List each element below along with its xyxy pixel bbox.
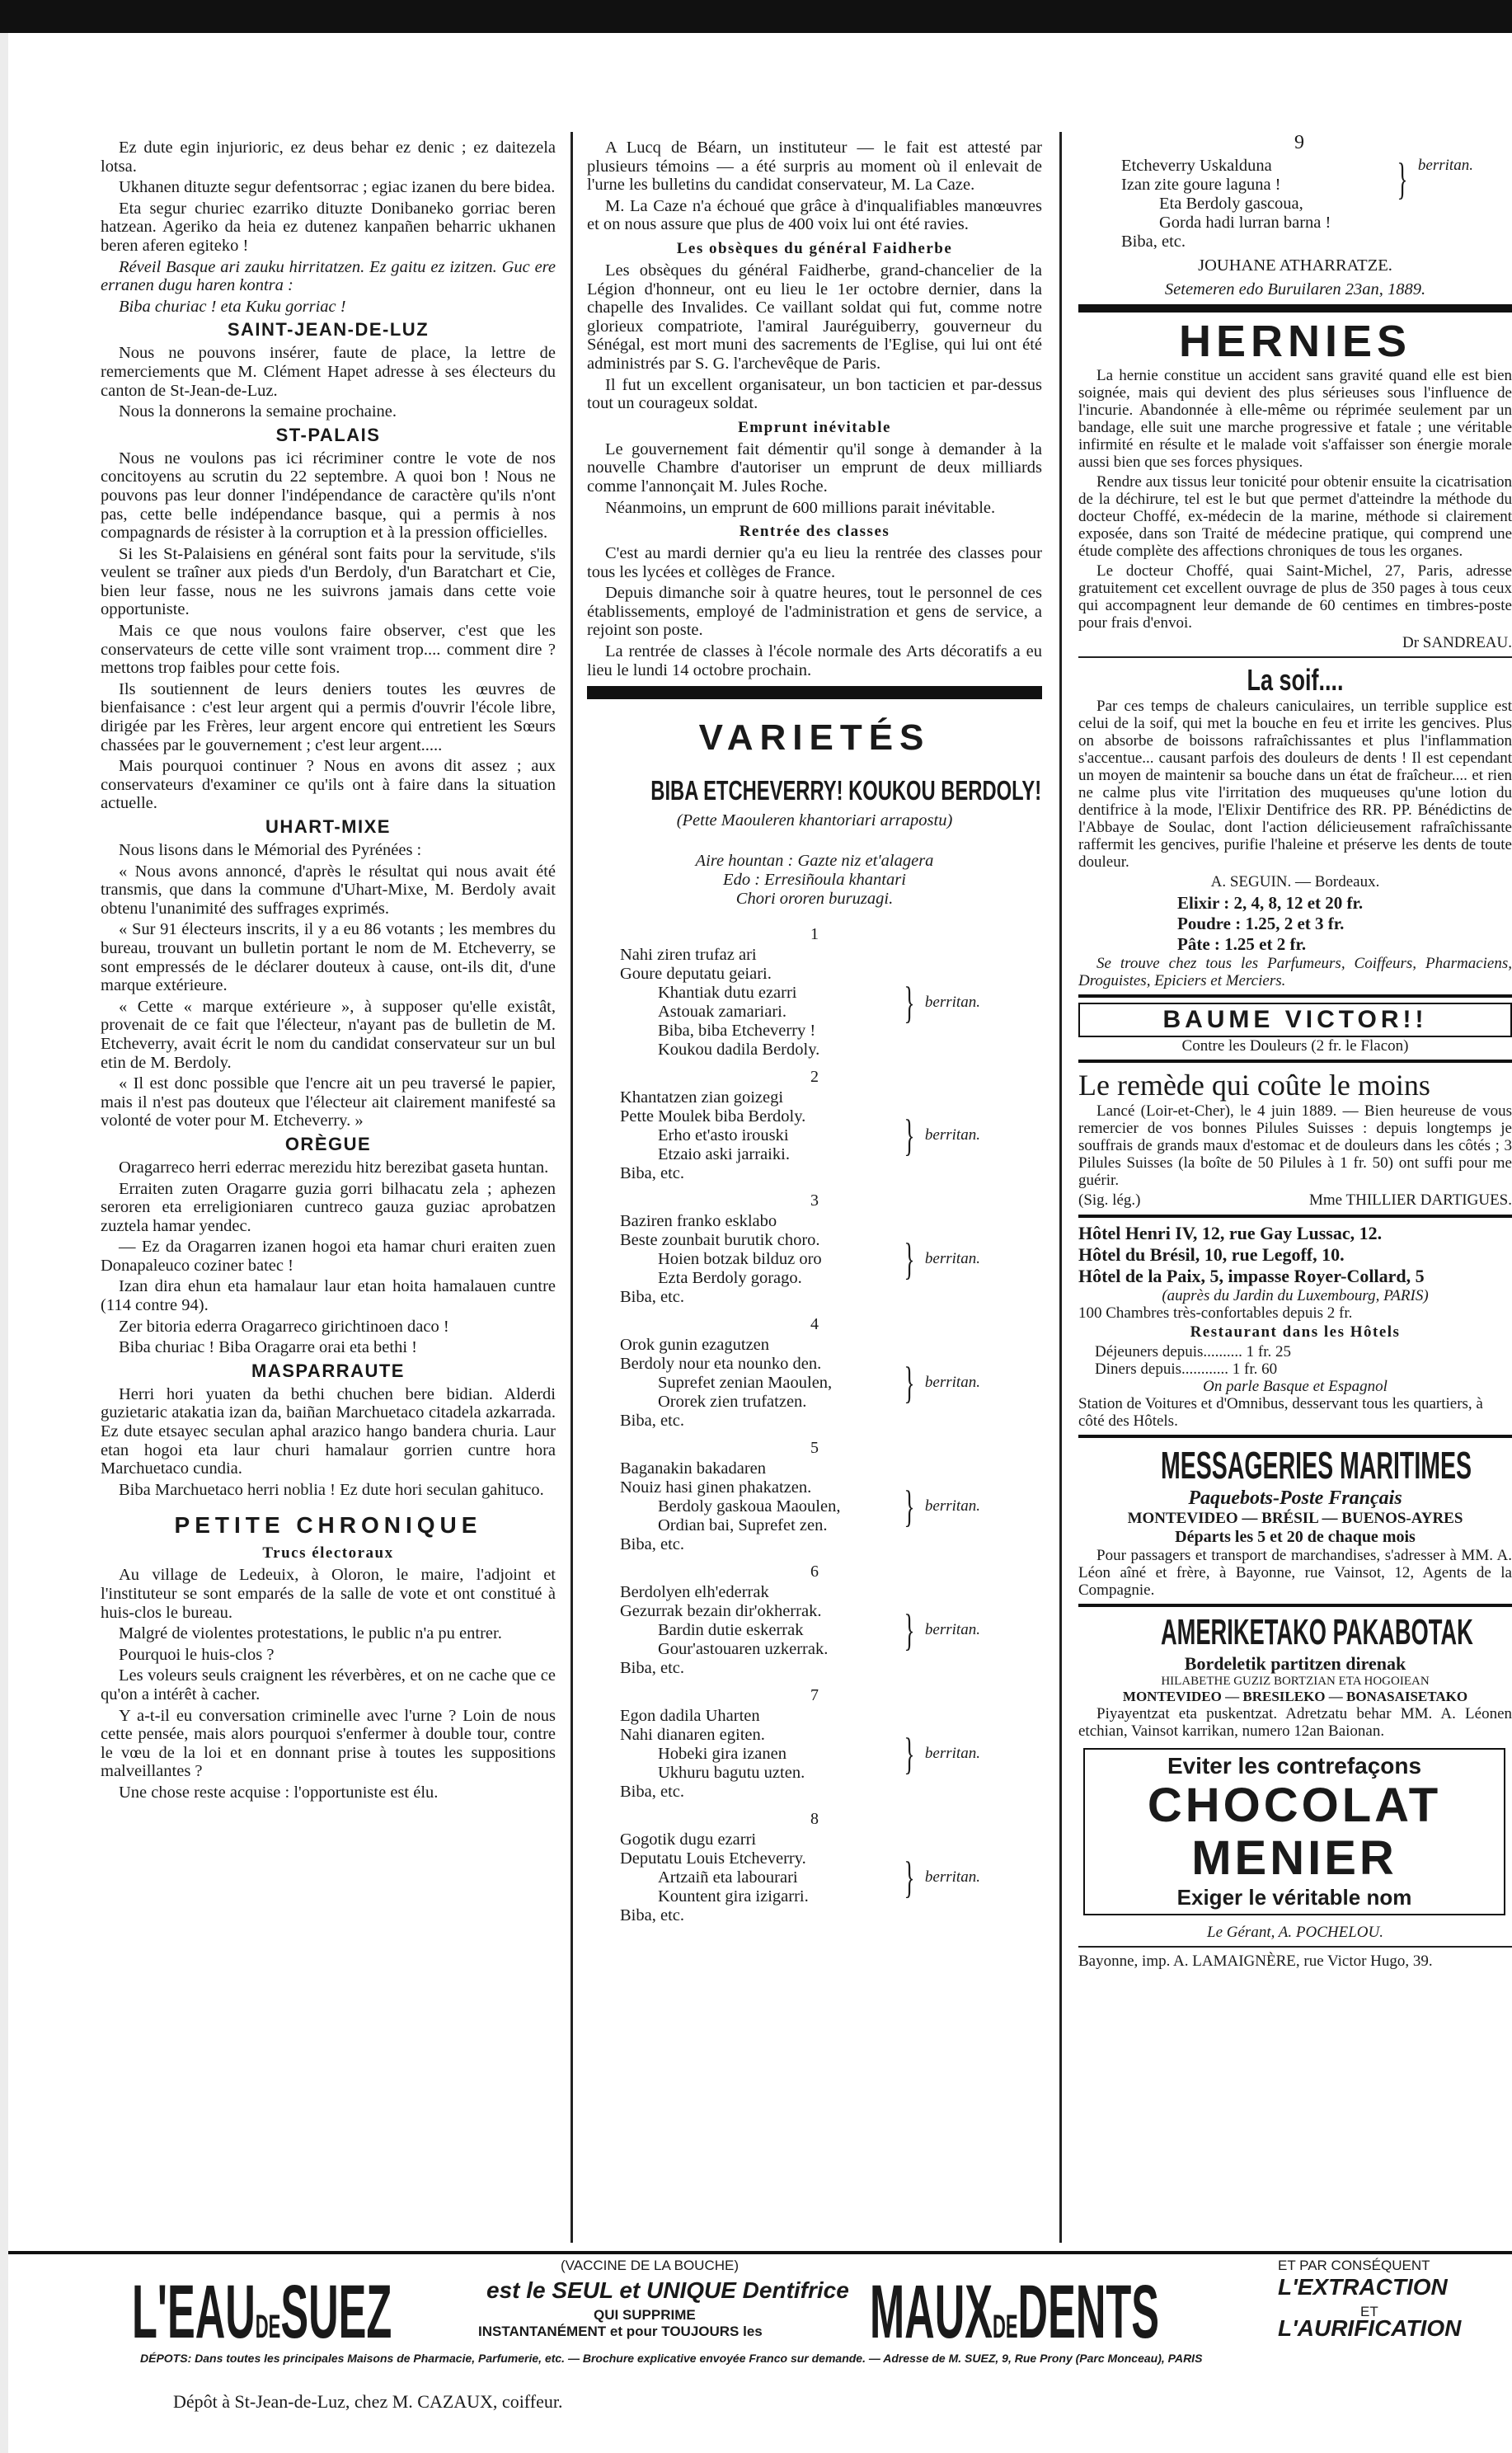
paragraph: La rentrée de classes à l'école normale des Arts décoratifs a eu lieu le lundi 14 octobre prochain. — [587, 642, 1042, 679]
verse-line: Khantiak dutu ezarri — [658, 983, 797, 1002]
verse-line: Etcheverry Uskalduna — [1121, 157, 1272, 175]
brace-icon: } — [904, 1853, 915, 1903]
paragraph: « Cette « marque extérieure », à supposer qu'elle existât, provenait de ce fait que l'électeur, n'ayant pas de bulletin de M. Etcheverry, avait écrit le nom du candidat conservateur sur un bul etin de M. Berdoly. — [101, 997, 556, 1072]
verse-line: Berdoly nour eta nounko den. — [620, 1354, 822, 1373]
poem-stanzas — [587, 925, 1042, 1925]
verse-line: Biba, etc. — [620, 1163, 684, 1182]
paragraph: Réveil Basque ari zauku hirritatzen. Ez gaitu ez izitzen. Guc ere erranen dugu haren kontra : — [101, 257, 556, 295]
chocolat-word: CHOCOLAT — [1147, 1779, 1442, 1832]
verse-line: Orok gunin ezagutzen — [620, 1335, 770, 1354]
verse-line: Bardin dutie eskerrak — [658, 1620, 804, 1639]
paragraph: Il fut un excellent organisateur, un bon tacticien et par-dessus tout un courageux soldat. — [587, 375, 1042, 413]
banner-vaccine: (VACCINE DE LA BOUCHE) — [561, 2258, 740, 2273]
stanza-body — [620, 1459, 1007, 1554]
stanza-body — [620, 1707, 1007, 1802]
verse-line: Nahi ziren trufaz ari — [620, 945, 757, 964]
banner-dents: DENTS — [1017, 2270, 1160, 2354]
verse-line: Gour'astouaren uzkerrak. — [658, 1639, 829, 1658]
paragraph: Malgré de violentes protestations, le public n'a pu entrer. — [119, 1624, 502, 1643]
ad-address: A. SEGUIN. — Bordeaux. — [1210, 873, 1380, 891]
banner-qui: QUI SUPPRIME — [594, 2307, 696, 2323]
verse-line: Beste zounbait burutik choro. — [620, 1230, 820, 1249]
hotel-languages: On parle Basque et Espagnol — [1203, 1378, 1388, 1395]
paragraph: Une chose reste acquise : l'opportuniste est élu. — [119, 1783, 439, 1802]
verse-line: Biba, etc. — [1121, 233, 1186, 251]
ad-paragraph: La hernie constitue un accident sans gravité quand elle est bien soignée, mais qui devient des plus sérieuses sous l'influence de l'incurie. Abandonnée à elle-même ou réprimée seulement par un bandage, elle suit une marche progressive et fatale ; une véritable infirmité en résulte et le malade voit s'affaisser son énergie morale aussi bien que ses forces physiques. — [1078, 367, 1512, 471]
refrain-label: berritan. — [1417, 157, 1473, 174]
verse-line: Ororek zien trufatzen. — [658, 1392, 807, 1411]
ad-paragraph: Piyayentzat eta puskentzat. Adretzatu behar MM. A. Léonen etchian, Vainsot karrikan, numero 12an Baionan. — [1078, 1705, 1512, 1740]
banner-de: DE — [255, 2309, 281, 2345]
section-heading: Emprunt inévitable — [738, 418, 891, 436]
soif-title: La soif.... — [1247, 663, 1344, 697]
verse-line: Biba, biba Etcheverry ! — [658, 1021, 816, 1040]
stanza-body — [620, 1583, 1007, 1678]
stanza-number: 6 — [810, 1562, 819, 1581]
divider — [1078, 1604, 1512, 1607]
verse-line: Koukou dadila Berdoly. — [658, 1040, 820, 1059]
section-heading: UHART-MIXE — [265, 816, 391, 837]
verse-line: Biba, etc. — [620, 1287, 684, 1306]
poem-stanza — [587, 1315, 1042, 1431]
column-1 — [101, 139, 556, 1805]
paragraph: Nous ne pouvons insérer, faute de place, la lettre de remerciements que M. Clément Hapet adresse à ses électeurs du canton de St-Jean-de-Luz. — [101, 344, 556, 400]
stanza-body — [620, 946, 1007, 1060]
stanza-lines — [620, 1336, 892, 1431]
refrain-mark — [892, 946, 980, 1060]
stanza-body — [620, 1088, 1007, 1183]
refrain-label: berritan. — [924, 1126, 980, 1144]
chocolat-top: Eviter les contrefaçons — [1167, 1753, 1422, 1779]
brace-icon: } — [904, 1605, 915, 1656]
baume-title: BAUME VICTOR!! — [1078, 1003, 1512, 1037]
imprint: Bayonne, imp. A. LAMAIGNÈRE, rue Victor Hugo, 39. — [1078, 1953, 1433, 1970]
refrain-mark — [892, 1212, 980, 1307]
stanza-number: 5 — [810, 1438, 819, 1457]
hotel-location: (auprès du Jardin du Luxembourg, PARIS) — [1162, 1287, 1429, 1304]
section-heading: ST-PALAIS — [275, 424, 381, 445]
verse-line: Suprefet zenian Maoulen, — [658, 1373, 833, 1392]
verse-line: Izan zite goure laguna ! — [1121, 176, 1281, 194]
verse-line: Ordian bai, Suprefet zen. — [658, 1516, 828, 1534]
paragraph: « Sur 91 électeurs inscrits, il y a eu 86 votants ; les membres du bureau, trouvant un bulletin portant le nom de M. Etcheverry, se sont empressés de le déclarer douteux à cause, ont-ils dit, d'une marque extérieure. — [101, 920, 556, 995]
amerika-sub: Bordeletik partitzen direnak — [1184, 1653, 1406, 1674]
price-line: Pâte : 1.25 et 2 fr. — [1177, 934, 1307, 954]
verse-line: Astouak zamariari. — [658, 1002, 787, 1021]
paragraph: Mais ce que nous voulons faire observer, c'est que les conservateurs de cette ville sont vraiment trop.... comment dire ? mettons trop faibles pour cette fois. — [101, 622, 556, 678]
poem-date: Setemeren edo Buruilaren 23an, 1889. — [1164, 280, 1426, 298]
poem-air — [587, 852, 1042, 909]
brace-icon: } — [904, 1482, 915, 1532]
air-line: Edo : Erresiñoula khantari — [723, 870, 906, 889]
depot-line: Dépôt à St-Jean-de-Luz, chez M. CAZAUX, coiffeur. — [173, 2391, 563, 2412]
stanza-body — [620, 1830, 1007, 1925]
chocolat-bottom: Exiger le véritable nom — [1176, 1885, 1412, 1910]
gerant: Le Gérant, A. POCHELOU. — [1207, 1924, 1383, 1941]
poem-stanza — [587, 1810, 1042, 1925]
verse-line: Etzaio aski jarraiki. — [658, 1144, 790, 1163]
paragraph: Herri hori yuaten da bethi chuchen bere bidian. Alderdi guzietaric atakatia izan da, baiñan Marchuetaco citadela azkarrada. Ez dute etsayec seculan aphal arazico hango bandera churia. Laur etan hogoi eta laur churi hamalaur gorrien cuntre hora Marchuetaco cundia. — [101, 1384, 556, 1478]
section-heading: Les obsèques du général Faidherbe — [676, 239, 953, 257]
verse-line: Erho et'asto irouski — [658, 1125, 789, 1144]
divider — [1078, 994, 1512, 998]
brace-icon: } — [904, 1729, 915, 1779]
divider — [1078, 1060, 1512, 1063]
separator-bar — [587, 686, 1042, 699]
paragraph: Biba churiac ! Biba Oragarre orai eta bethi ! — [119, 1338, 417, 1357]
price-line: Elixir : 2, 4, 8, 12 et 20 fr. — [1177, 893, 1364, 913]
eau-de-suez-banner — [99, 2259, 1512, 2383]
banner-eau-text: L'EAU — [132, 2270, 256, 2354]
brace-icon: } — [904, 1111, 915, 1161]
brace-icon: } — [904, 1234, 915, 1285]
stanza-body — [620, 1212, 1007, 1307]
chocolat-ad — [1083, 1748, 1505, 1915]
stanza-lines — [620, 1707, 892, 1802]
paragraph: Nous ne voulons pas ici récriminer contre le vote de nos concitoyens au scrutin du 22 septembre. A quoi bon ! Nous ne pouvons pas leur donner l'indépendance de caractère qu'ils n'ont pas, cette belle indépendance basque, qui a permis à nos compagnards de résister à la corruption et à la pression officielles. — [101, 449, 556, 543]
poem-stanza — [587, 1562, 1042, 1678]
paragraph: Biba Marchuetaco herri noblia ! Ez dute hori seculan gahituco. — [119, 1480, 544, 1499]
messageries-routes: MONTEVIDEO — BRÉSIL — BUENOS-AYRES — [1127, 1510, 1463, 1527]
refrain-mark — [892, 1830, 980, 1925]
poem-stanza — [587, 925, 1042, 1060]
page-edge — [0, 33, 8, 2453]
ad-signature: Dr SANDREAU. — [1402, 634, 1512, 651]
price-line: Poudre : 1.25, 2 et 3 fr. — [1177, 914, 1345, 933]
remede-title: Le remède qui coûte le moins — [1078, 1069, 1430, 1102]
refrain-label: berritan. — [924, 1250, 980, 1268]
verse-line: Berdolyen elh'ederrak — [620, 1582, 769, 1601]
verse-line: Deputatu Louis Etcheverry. — [620, 1849, 806, 1868]
refrain-mark — [892, 1707, 980, 1802]
refrain-label: berritan. — [924, 1621, 980, 1639]
stanza-lines — [1121, 157, 1385, 251]
hotel-line: Hôtel du Brésil, 10, rue Legoff, 10. — [1078, 1244, 1345, 1265]
paragraph: Depuis dimanche soir à quatre heures, tout le personnel de ces établissements, employé de l'administration et gens de service, a rejoint son poste. — [587, 584, 1042, 640]
sig-left: (Sig. lég.) — [1078, 1191, 1141, 1209]
ad-paragraph: Pour passagers et transport de marchandises, s'adresser à MM. A. Léon aîné et frère, à Bayonne, rue Vainsot, 12, Agents de la Compagnie. — [1078, 1547, 1512, 1599]
stanza-lines — [620, 946, 892, 1060]
verse-line: Biba, etc. — [620, 1782, 684, 1801]
column-2 — [587, 139, 1042, 1929]
amerika-line: HILABETHE GUZIZ BORTZIAN ETA HOGOIEAN — [1161, 1675, 1430, 1688]
ad-paragraph: Lancé (Loir-et-Cher), le 4 juin 1889. — Bien heureuse de vous remercier de vos bonnes Pilules Suisses : depuis longtemps je souffrais de grands maux d'estomac et de douleurs dans les côtés ; 3 Pilules Suisses (la boîte de 50 Pilules à 1 fr. 50) ont suffi pour me guérir. — [1078, 1102, 1512, 1189]
paragraph: Ils soutiennent de leurs deniers toutes les œuvres de bienfaisance : c'est leur argent qui a permis d'ouvrir l'école libre, dirigée par les Frères, leur argent encore qui entretient les Sœurs chassées par le gouvernement ; c'est leur argent..... — [101, 679, 556, 754]
refrain-mark — [1385, 154, 1473, 251]
hotel-station: Station de Voitures et d'Omnibus, desservant tous les quartiers, à côté des Hôtels. — [1078, 1395, 1483, 1430]
refrain-label: berritan. — [924, 1868, 980, 1887]
ad-paragraph: Rendre aux tissus leur tonicité pour obtenir ensuite la cicatrisation de la déchirure, tel est le but que permet d'atteindre la méthode du docteur Choffé, ex-médecin de la marine, méthode si clairement exposée, dans son Traité de médecine pratique, qui comprend une étude complète des affections chroniques de tous les organes. — [1078, 473, 1512, 560]
air-line: Chori ororen buruzagi. — [735, 889, 894, 908]
verse-line: Gorda hadi lurran barna ! — [1159, 214, 1331, 232]
divider — [1078, 1215, 1512, 1218]
stanza-lines — [620, 1212, 892, 1307]
hotel-line: Hôtel Henri IV, 12, rue Gay Lussac, 12. — [1078, 1223, 1383, 1243]
paragraph: M. La Caze n'a échoué que grâce à d'inqualifiables manœuvres et on nous assure que plus de 400 voix lui ont été ravies. — [587, 196, 1042, 234]
refrain-label: berritan. — [924, 1497, 980, 1516]
banner-depots: DÉPOTS: Dans toutes les principales Maisons de Pharmacie, Parfumerie, etc. — Brochure explicative envoyée Franco sur demande. — Adresse de M. SUEZ, 9, Rue Prony (Parc Monceau), PARIS — [140, 2352, 1203, 2365]
verse-line: Biba, etc. — [620, 1658, 684, 1677]
section-heading: SAINT-JEAN-DE-LUZ — [227, 319, 430, 341]
paragraph: « Nous avons annoncé, d'après le résultat qui nous avait été transmis, que dans la commune d'Uhart-Mixe, M. Berdoly avait obtenu l'unanimité des suffrages exprimés. — [101, 862, 556, 918]
verse-line: Khantatzen zian goizegi — [620, 1088, 784, 1107]
verse-line: Pette Moulek biba Berdoly. — [620, 1107, 806, 1125]
stanza-body — [620, 1336, 1007, 1431]
amerika-title: AMERIKETAKO PAKABOTAK — [1160, 1612, 1473, 1652]
chronique-subheading: Trucs électoraux — [262, 1544, 394, 1562]
paragraph: Izan dira ehun eta hamalaur laur etan hoita hamalauen cuntre (114 contre 94). — [101, 1277, 556, 1315]
poem-stanza — [587, 1686, 1042, 1802]
paragraph: Y a-t-il eu conversation criminelle avec l'urne ? Loin de nous cette pensée, mais alors pourquoi s'enfermer à double tour, contre le vœu de la loi et en donnant prise à toutes les suppositions malveillantes ? — [101, 1706, 556, 1781]
poem-headline: BIBA ETCHEVERRY! KOUKOU BERDOLY! — [650, 775, 1042, 806]
column-divider-1 — [571, 132, 573, 2243]
banner-maux-text: MAUX — [870, 2270, 993, 2354]
banner-aurification: L'AURIFICATION — [1278, 2315, 1462, 2341]
poem-stanza — [587, 1068, 1042, 1183]
verse-line: Gezurrak bezain dir'okherrak. — [620, 1601, 822, 1620]
amerika-routes: MONTEVIDEO — BRESILEKO — BONASAISETAKO — [1122, 1689, 1468, 1704]
verse-line: Nahi dianaren egiten. — [620, 1725, 765, 1744]
messageries-sub: Paquebots-Poste Français — [1188, 1487, 1402, 1509]
paragraph: — Ez da Oragarren izanen hogoi eta hamar churi eraiten zuen Donapaleuco coziner batec ! — [101, 1238, 556, 1275]
verse-line: Baziren franko esklabo — [620, 1211, 777, 1230]
refrain-mark — [892, 1583, 980, 1678]
hotel-line: Hôtel de la Paix, 5, impasse Royer-Collard, 5 — [1078, 1266, 1425, 1286]
chocolat-brand: MENIER — [1191, 1831, 1397, 1885]
verse-line: Ukhuru bagutu uzten. — [658, 1763, 805, 1782]
remede-signature — [1078, 1191, 1512, 1210]
banner-est: est le SEUL et UNIQUE Dentifrice — [486, 2277, 849, 2303]
refrain-mark — [892, 1336, 980, 1431]
bottom-rule — [8, 2251, 1512, 2254]
stanza-lines — [620, 1088, 892, 1183]
paragraph: Ez dute egin injurioric, ez deus behar ez denic ; ez daitezela lotsa. — [101, 139, 556, 176]
hotel-restaurant: Restaurant dans les Hôtels — [1190, 1323, 1401, 1341]
verse-line: Berdoly gaskoua Maoulen, — [658, 1497, 841, 1516]
paragraph: Eta segur churiec ezarriko dituzte Donibaneko gorriac beren hatzean. Ageriko da heia ez dutenez kanpañen beharric ukhanen beren aferen egiteko ! — [101, 199, 556, 255]
verse-line: Artzaiñ eta labourari — [658, 1868, 798, 1887]
verse-line: Goure deputatu geiari. — [620, 964, 772, 983]
paragraph: Au village de Ledeuix, à Oloron, le maire, l'adjoint et l'instituteur se sont emparés de la salle de vote et ont constitué à huis-clos le bureau. — [101, 1566, 556, 1622]
stanza-number: 4 — [810, 1314, 819, 1333]
sig-right: Mme THILLIER DARTIGUES. — [1308, 1191, 1512, 1209]
poem-stanza — [587, 1439, 1042, 1554]
stanza-number: 3 — [810, 1191, 819, 1210]
verse-line: Gogotik dugu ezarri — [620, 1830, 757, 1849]
ad-tagline: Se trouve chez tous les Parfumeurs, Coiffeurs, Pharmaciens, Droguistes, Epiciers et Merciers. — [1078, 955, 1512, 989]
verse-line: Biba, etc. — [620, 1534, 684, 1553]
stanza-number: 1 — [810, 924, 819, 943]
poem-final-stanza — [1121, 154, 1492, 251]
hernies-title: HERNIES — [1078, 304, 1512, 367]
refrain-mark — [892, 1459, 980, 1554]
chronique-heading: PETITE CHRONIQUE — [174, 1512, 482, 1539]
refrain-label: berritan. — [924, 1745, 980, 1763]
brace-icon: } — [904, 1358, 915, 1408]
ad-paragraph: Par ces temps de chaleurs caniculaires, un terrible supplice est celui de la soif, qui met la bouche en feu et irrite les gencives. Plus on absorbe de boissons rafraîchissantes et plus l'inflammation s'accentue... causant parfois des douleurs de dents ! Il est cependant un moyen de maintenir sa bouche dans un état de fraîcheur.... et rien ne calme plus vite l'irritation des muqueuses qu'une lotion du dentifrice à la mode, l'Elixir Dentifrice des RR. PP. Bénédictins de l'Abbaye de Soulac, dont l'action délicieusement rafraîchissante raffermit les gencives, purifie l'haleine et préserve les dents de toute douleur. — [1078, 698, 1512, 871]
paragraph: C'est au mardi dernier qu'a eu lieu la rentrée des classes pour tous les lycées et collèges de France. — [587, 544, 1042, 581]
paragraph: « Il est donc possible que l'encre ait un peu traversé le papier, mais il n'est pas douteux que l'électeur ait clairement manifesté sa volonté de voter pour M. Etcheverry. » — [101, 1074, 556, 1130]
section-heading: MASPARRAUTE — [251, 1360, 405, 1381]
paragraph: Si les St-Palaisiens en général sont faits pour la servitude, s'ils veulent se traîner aux pieds d'un Berdoly, d'un Baratchart et Cie, bien leur fasse, nous ne les suivrons jamais dans cette voie opportuniste. — [101, 544, 556, 619]
divider — [1078, 1435, 1512, 1438]
verse-line: Egon dadila Uharten — [620, 1706, 760, 1725]
stanza-number: 2 — [810, 1067, 819, 1086]
hotel-price: Diners depuis............ 1 fr. 60 — [1095, 1360, 1278, 1378]
verse-line: Ezta Berdoly gorago. — [658, 1268, 802, 1287]
verse-line: Kountent gira izigarri. — [658, 1887, 809, 1906]
paragraph: A Lucq de Béarn, un instituteur — le fait est attesté par plusieurs témoins — a été surpris au moment où il enlevait de l'urne les bulletins du candidat conservateur, M. La Caze. — [587, 139, 1042, 195]
paragraph: Néanmoins, un emprunt de 600 millions parait inévitable. — [605, 498, 996, 517]
paragraph: Erraiten zuten Oragarre guzia gorri bilhacatu zela ; aphezen seroren eta erreligioniaren cuntreco gauza guziac aprobatzen zuztela hamar yendec. — [101, 1179, 556, 1235]
poem-subtitle: (Pette Maouleren khantoriari arrapostu) — [676, 811, 953, 830]
verse-line: Hobeki gira izanen — [658, 1744, 787, 1763]
brace-icon: } — [904, 977, 915, 1027]
stanza-lines — [620, 1583, 892, 1678]
stanza-lines — [620, 1459, 892, 1554]
refrain-label: berritan. — [924, 993, 980, 1011]
stanza-number: 7 — [810, 1685, 819, 1704]
page-number: 9 — [1294, 132, 1304, 153]
paragraph: Mais pourquoi continuer ? Nous en avons dit assez ; aux conservateurs d'examiner ce qu'ils ont à faire dans la situation actuelle. — [101, 757, 556, 813]
verse-line: Biba, etc. — [620, 1411, 684, 1430]
section-heading: Rentrée des classes — [739, 523, 890, 541]
banner-extraction: L'EXTRACTION — [1278, 2274, 1448, 2300]
refrain-label: berritan. — [924, 1374, 980, 1392]
verse-line: Baganakin bakadaren — [620, 1459, 767, 1478]
air-line: Aire hountan : Gazte niz et'alagera — [695, 851, 934, 870]
ad-paragraph: Le docteur Choffé, quai Saint-Michel, 27, Paris, adresse gratuitement cet excellent ouvrage de plus de 350 pages à tous ceux qui accompagnent leur demande de 60 centimes en timbres-poste pour frais d'envoi. — [1078, 562, 1512, 632]
divider — [1078, 656, 1512, 658]
paragraph: Nous lisons dans le Mémorial des Pyrénées : — [119, 841, 422, 859]
paragraph: Biba churiac ! eta Kuku gorriac ! — [119, 297, 346, 316]
stanza-lines — [620, 1830, 892, 1925]
paragraph: Zer bitoria ederra Oragarreco girichtinoen daco ! — [119, 1317, 449, 1336]
verse-line: Eta Berdoly gascoua, — [1159, 195, 1303, 213]
price-list — [1177, 893, 1512, 955]
column-divider-2 — [1059, 132, 1062, 2243]
brace-icon: } — [1397, 154, 1408, 204]
verse-line: Biba, etc. — [620, 1906, 684, 1924]
baume-sub: Contre les Douleurs (2 fr. le Flacon) — [1181, 1037, 1409, 1055]
paragraph: Ukhanen dituzte segur defentsorrac ; egiac izanen du bere bidea. — [119, 178, 556, 197]
poem-stanza — [587, 1191, 1042, 1307]
poem-signature: JOUHANE ATHARRATZE. — [1198, 256, 1392, 275]
section-heading: ORÈGUE — [284, 1133, 372, 1154]
messageries-title: MESSAGERIES MARITIMES — [1160, 1444, 1472, 1487]
refrain-mark — [892, 1088, 980, 1183]
paragraph: Le gouvernement fait démentir qu'il songe à demander à la nouvelle Chambre d'autoriser un emprunt de deux milliards comme l'annonçait M. Jules Roche. — [587, 439, 1042, 496]
banner-et: ET PAR CONSÉQUENT — [1278, 2258, 1430, 2273]
paragraph: Les obsèques du général Faidherbe, grand-chancelier de la Légion d'honneur, ont eu lieu le 1er octobre dernier, dans la chapelle des Invalides. Ce vaillant soldat qui fut, comme notre glorieux compatriote, l'amiral Jauréguiberry, gouverneur du Sénégal, est mort muni des sacrements de l'Eglise, qui lui ont été administrés par S. G. l'archevêque de Paris. — [587, 261, 1042, 373]
hotel-price: Déjeuners depuis.......... 1 fr. 25 — [1095, 1343, 1291, 1360]
messageries-depart: Départs les 5 et 20 de chaque mois — [1175, 1528, 1416, 1546]
top-rule — [0, 0, 1512, 33]
paragraph: Oragarreco herri ederrac merezidu hitz berezibat gaseta huntan. — [119, 1158, 549, 1177]
banner-instant: INSTANTANÉMENT et pour TOUJOURS les — [478, 2324, 763, 2339]
banner-de2: DE — [992, 2309, 1018, 2345]
verse-line: Hoien botzak bilduz oro — [658, 1249, 822, 1268]
paragraph: Pourquoi le huis-clos ? — [119, 1645, 275, 1664]
stanza-number: 8 — [810, 1809, 819, 1828]
divider — [1078, 1946, 1512, 1948]
banner-et2: ET — [1360, 2304, 1378, 2319]
verse-line: Nouiz hasi ginen phakatzen. — [620, 1478, 812, 1497]
paragraph: Nous la donnerons la semaine prochaine. — [119, 402, 397, 421]
varietes-title: VARIETÉS — [698, 717, 931, 759]
column-3 — [1078, 154, 1512, 1970]
paragraph: Les voleurs seuls craignent les réverbères, et on ne cache que ce qu'on a intérêt à cacher. — [101, 1666, 556, 1703]
banner-suez: SUEZ — [280, 2270, 392, 2354]
hotel-rooms: 100 Chambres très-confortables depuis 2 fr. — [1078, 1304, 1353, 1322]
